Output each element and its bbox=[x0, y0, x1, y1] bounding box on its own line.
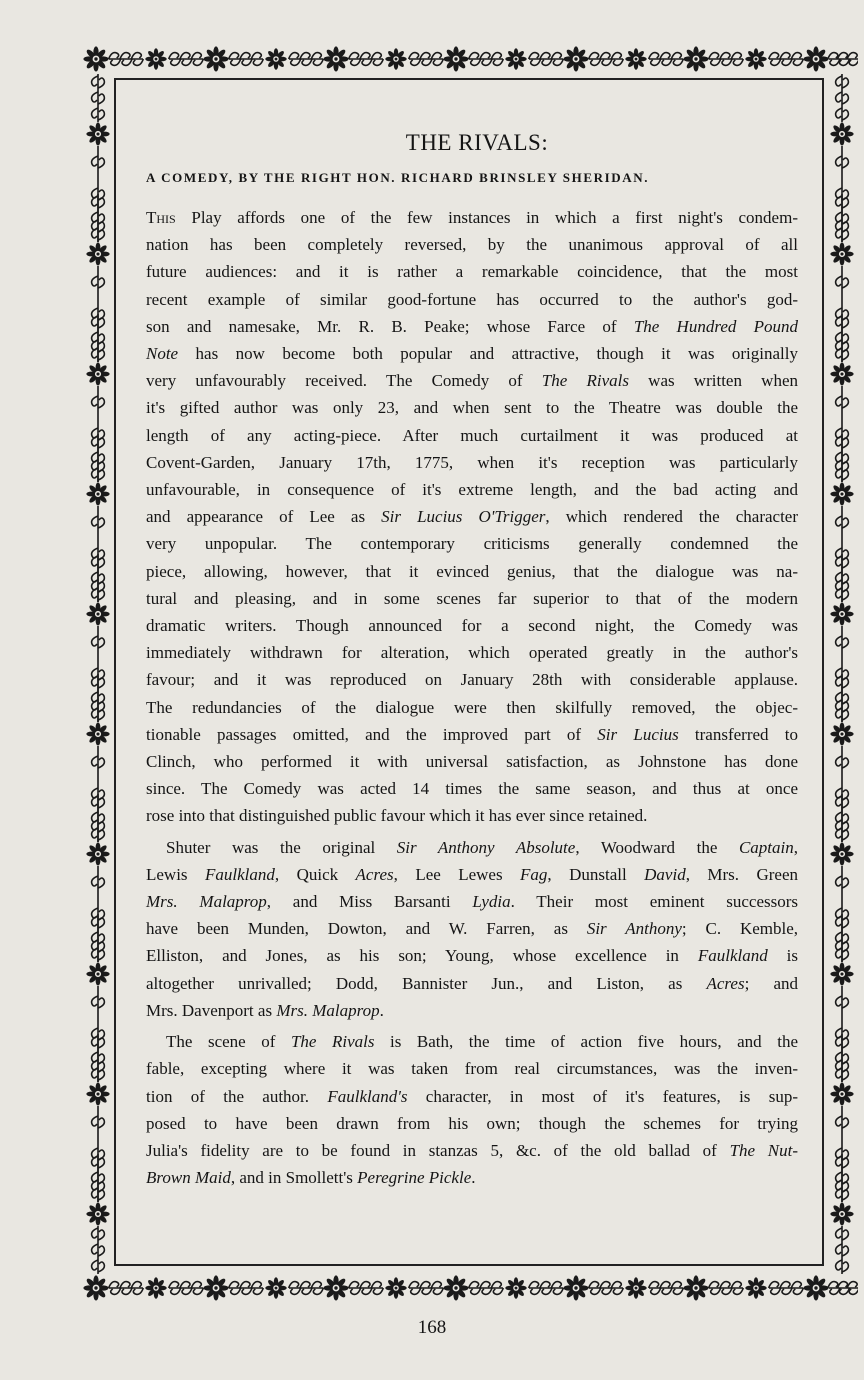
rosette-ornament bbox=[83, 46, 108, 71]
text-line: The scene of The Rivals is Bath, the time of action five hours, and the bbox=[166, 1032, 798, 1052]
rosette-ornament bbox=[83, 1275, 108, 1300]
rosette-ornament bbox=[830, 602, 853, 625]
scroll-ornament bbox=[709, 53, 744, 66]
scroll-ornament bbox=[92, 914, 105, 962]
scroll-ornament bbox=[769, 1282, 804, 1295]
scroll-ornament bbox=[529, 1282, 564, 1295]
text-line: fable, excepting where it was taken from real circumstances, was the inven- bbox=[146, 1059, 798, 1079]
rosette-ornament bbox=[203, 46, 228, 71]
rosette-ornament bbox=[86, 722, 109, 745]
paragraph-3 bbox=[146, 1028, 798, 1191]
scroll-ornament bbox=[649, 53, 684, 66]
rosette-ornament bbox=[86, 1082, 109, 1105]
text-line: son and namesake, Mr. R. B. Peake; whose Farce of The Hundred Pound bbox=[146, 316, 798, 336]
text-line: The redundancies of the dialogue were then skilfully removed, the objec- bbox=[146, 697, 798, 717]
scroll-ornament bbox=[92, 194, 105, 242]
text-line: very unfavourably received. The Comedy of The Rivals was written when bbox=[146, 371, 798, 391]
rosette-ornament bbox=[683, 46, 708, 71]
text-line: tural and pleasing, and in some scenes far superior to that of the modern bbox=[146, 588, 798, 608]
rosette-ornament bbox=[86, 242, 109, 265]
scroll-ornament bbox=[836, 794, 849, 842]
scroll-ornament bbox=[529, 53, 564, 66]
rosette-ornament bbox=[563, 1275, 588, 1300]
rosette-ornament bbox=[745, 1277, 766, 1298]
rosette-ornament bbox=[830, 842, 853, 865]
rosette-ornament bbox=[830, 482, 853, 505]
text-line: Mrs. Davenport as Mrs. Malaprop. bbox=[146, 1000, 384, 1020]
scroll-ornament bbox=[589, 53, 624, 66]
rosette-ornament bbox=[203, 1275, 228, 1300]
scroll-ornament bbox=[836, 434, 849, 482]
scroll-ornament bbox=[92, 554, 105, 602]
text-line: recent example of similar good-fortune has occurred to the author's god- bbox=[146, 289, 798, 309]
text-line: Covent-Garden, January 17th, 1775, when it's reception was particularly bbox=[146, 452, 798, 472]
text-line: dramatic writers. Though announced for a second night, the Comedy was bbox=[146, 616, 798, 636]
scroll-ornament bbox=[828, 1282, 858, 1295]
rosette-ornament bbox=[86, 122, 109, 145]
rosette-ornament bbox=[625, 1277, 646, 1298]
scroll-ornament bbox=[409, 53, 444, 66]
text-line: This Play affords one of the few instances in which a first night's condem- bbox=[146, 208, 798, 227]
text-line: favour; and it was reproduced on January 28th with considerable applause. bbox=[146, 670, 798, 690]
text-line: since. The Comedy was acted 14 times the same season, and thus at once bbox=[146, 779, 798, 799]
small-caps-word: This bbox=[146, 208, 176, 227]
scroll-ornament bbox=[836, 554, 849, 602]
rosette-ornament bbox=[830, 242, 853, 265]
text-line: very unpopular. The contemporary criticisms generally condemned the bbox=[146, 534, 798, 554]
text-line: altogether unrivalled; Dodd, Bannister Jun., and Liston, as Acres; and bbox=[146, 973, 798, 993]
scroll-ornament bbox=[289, 1282, 324, 1295]
text-line: tionable passages omitted, and the improved part of Sir Lucius transferred to bbox=[146, 724, 798, 744]
ornamental-border-top bbox=[80, 40, 858, 78]
text-line: rose into that distinguished public favour which it has ever since retained. bbox=[146, 806, 648, 826]
scroll-ornament bbox=[229, 53, 264, 66]
rosette-ornament bbox=[86, 962, 109, 985]
text-line: length of any acting-piece. After much curtailment it was produced at bbox=[146, 425, 798, 445]
rosette-ornament bbox=[86, 1202, 109, 1225]
rosette-ornament bbox=[265, 1277, 286, 1298]
scroll-ornament bbox=[349, 53, 384, 66]
text-line: and appearance of Lee as Sir Lucius O'Trigger, which rendered the character bbox=[146, 507, 799, 527]
text-line: Shuter was the original Sir Anthony Absolute, Woodward the Captain, bbox=[166, 837, 798, 857]
scroll-ornament bbox=[169, 1282, 204, 1295]
text-line: Brown Maid, and in Smollett's Peregrine Pickle. bbox=[146, 1168, 476, 1188]
rosette-ornament bbox=[563, 46, 588, 71]
text-line: it's gifted author was only 23, and when sent to the Theatre was double the bbox=[146, 398, 798, 418]
paragraph-1 bbox=[146, 204, 798, 830]
rosette-ornament bbox=[505, 1277, 526, 1298]
rosette-ornament bbox=[745, 48, 766, 69]
rosette-ornament bbox=[830, 1082, 853, 1105]
rosette-ornament bbox=[86, 482, 109, 505]
rosette-ornament bbox=[265, 48, 286, 69]
rosette-ornament bbox=[86, 362, 109, 385]
text-line: immediately withdrawn for alteration, which operated greatly in the author's bbox=[146, 643, 798, 663]
rosette-ornament bbox=[830, 1202, 853, 1225]
paragraph-2 bbox=[146, 834, 798, 1024]
scroll-ornament bbox=[92, 434, 105, 482]
text-line: Note has now become both popular and attractive, though it was originally bbox=[146, 344, 798, 364]
scroll-ornament bbox=[828, 53, 858, 66]
scroll-ornament bbox=[469, 1282, 504, 1295]
scroll-ornament bbox=[589, 1282, 624, 1295]
rosette-ornament bbox=[323, 1275, 348, 1300]
rosette-ornament bbox=[145, 48, 166, 69]
scroll-ornament bbox=[92, 74, 105, 122]
scroll-ornament bbox=[92, 314, 105, 362]
scroll-ornament bbox=[92, 674, 105, 722]
rosette-ornament bbox=[86, 842, 109, 865]
text-line: Mrs. Malaprop, and Miss Barsanti Lydia. Their most eminent successors bbox=[146, 892, 798, 912]
scroll-ornament bbox=[349, 1282, 384, 1295]
scroll-ornament bbox=[836, 1034, 849, 1082]
scroll-ornament bbox=[92, 1226, 105, 1274]
rosette-ornament bbox=[683, 1275, 708, 1300]
ornamental-border-right bbox=[824, 74, 860, 1274]
scroll-ornament bbox=[836, 1226, 849, 1274]
text-line: Julia's fidelity are to be found in stanzas 5, &c. of the old ballad of The Nut- bbox=[146, 1140, 798, 1160]
scroll-ornament bbox=[92, 1034, 105, 1082]
text-block bbox=[146, 130, 798, 1191]
scroll-ornament bbox=[92, 794, 105, 842]
rosette-ornament bbox=[803, 1275, 828, 1300]
rosette-ornament bbox=[625, 48, 646, 69]
ornamental-border-bottom bbox=[80, 1268, 858, 1308]
page-title: THE RIVALS: bbox=[405, 130, 549, 155]
scroll-ornament bbox=[836, 914, 849, 962]
scroll-ornament bbox=[836, 74, 849, 122]
rosette-ornament bbox=[830, 362, 853, 385]
text-line: piece, allowing, however, that it evinced genius, that the dialogue was na- bbox=[146, 561, 798, 581]
ornamental-border-left bbox=[80, 74, 116, 1274]
rosette-ornament bbox=[86, 602, 109, 625]
scroll-ornament bbox=[836, 674, 849, 722]
text-line: tion of the author. Faulkland's character, in most of it's features, is sup- bbox=[146, 1086, 798, 1106]
rosette-ornament bbox=[505, 48, 526, 69]
scroll-ornament bbox=[169, 53, 204, 66]
rosette-ornament bbox=[830, 722, 853, 745]
rosette-ornament bbox=[323, 46, 348, 71]
text-line: unfavourable, in consequence of it's extreme length, and the bad acting and bbox=[146, 480, 798, 500]
text-line: future audiences: and it is rather a remarkable coincidence, that the most bbox=[146, 262, 798, 282]
scroll-ornament bbox=[92, 1154, 105, 1202]
text-line: Clinch, who performed it with universal satisfaction, as Johnstone has done bbox=[146, 752, 798, 772]
scroll-ornament bbox=[769, 53, 804, 66]
scroll-ornament bbox=[836, 194, 849, 242]
text-line: Lewis Faulkland, Quick Acres, Lee Lewes Fag, Dunstall David, Mrs. Green bbox=[146, 864, 798, 884]
scroll-ornament bbox=[109, 53, 144, 66]
scroll-ornament bbox=[469, 53, 504, 66]
text-line: posed to have been drawn from his own; though the schemes for trying bbox=[146, 1113, 798, 1133]
rosette-ornament bbox=[385, 48, 406, 69]
scroll-ornament bbox=[836, 314, 849, 362]
scroll-ornament bbox=[649, 1282, 684, 1295]
rosette-ornament bbox=[145, 1277, 166, 1298]
scroll-ornament bbox=[709, 1282, 744, 1295]
rosette-ornament bbox=[830, 962, 853, 985]
page-number: 168 bbox=[417, 1317, 447, 1338]
scroll-ornament bbox=[229, 1282, 264, 1295]
rosette-ornament bbox=[443, 1275, 468, 1300]
subtitle: A COMEDY, BY THE RIGHT HON. RICHARD BRINSLEY SHERIDAN. bbox=[146, 170, 650, 185]
scroll-ornament bbox=[109, 1282, 144, 1295]
rosette-ornament bbox=[443, 46, 468, 71]
rosette-ornament bbox=[385, 1277, 406, 1298]
rosette-ornament bbox=[803, 46, 828, 71]
scroll-ornament bbox=[289, 53, 324, 66]
rosette-ornament bbox=[830, 122, 853, 145]
scroll-ornament bbox=[409, 1282, 444, 1295]
text-line: Elliston, and Jones, as his son; Young, whose excellence in Faulkland is bbox=[146, 946, 798, 966]
scroll-ornament bbox=[836, 1154, 849, 1202]
text-line: nation has been completely reversed, by the unanimous approval of all bbox=[146, 235, 798, 255]
text-line: have been Munden, Dowton, and W. Farren, as Sir Anthony; C. Kemble, bbox=[146, 919, 799, 939]
